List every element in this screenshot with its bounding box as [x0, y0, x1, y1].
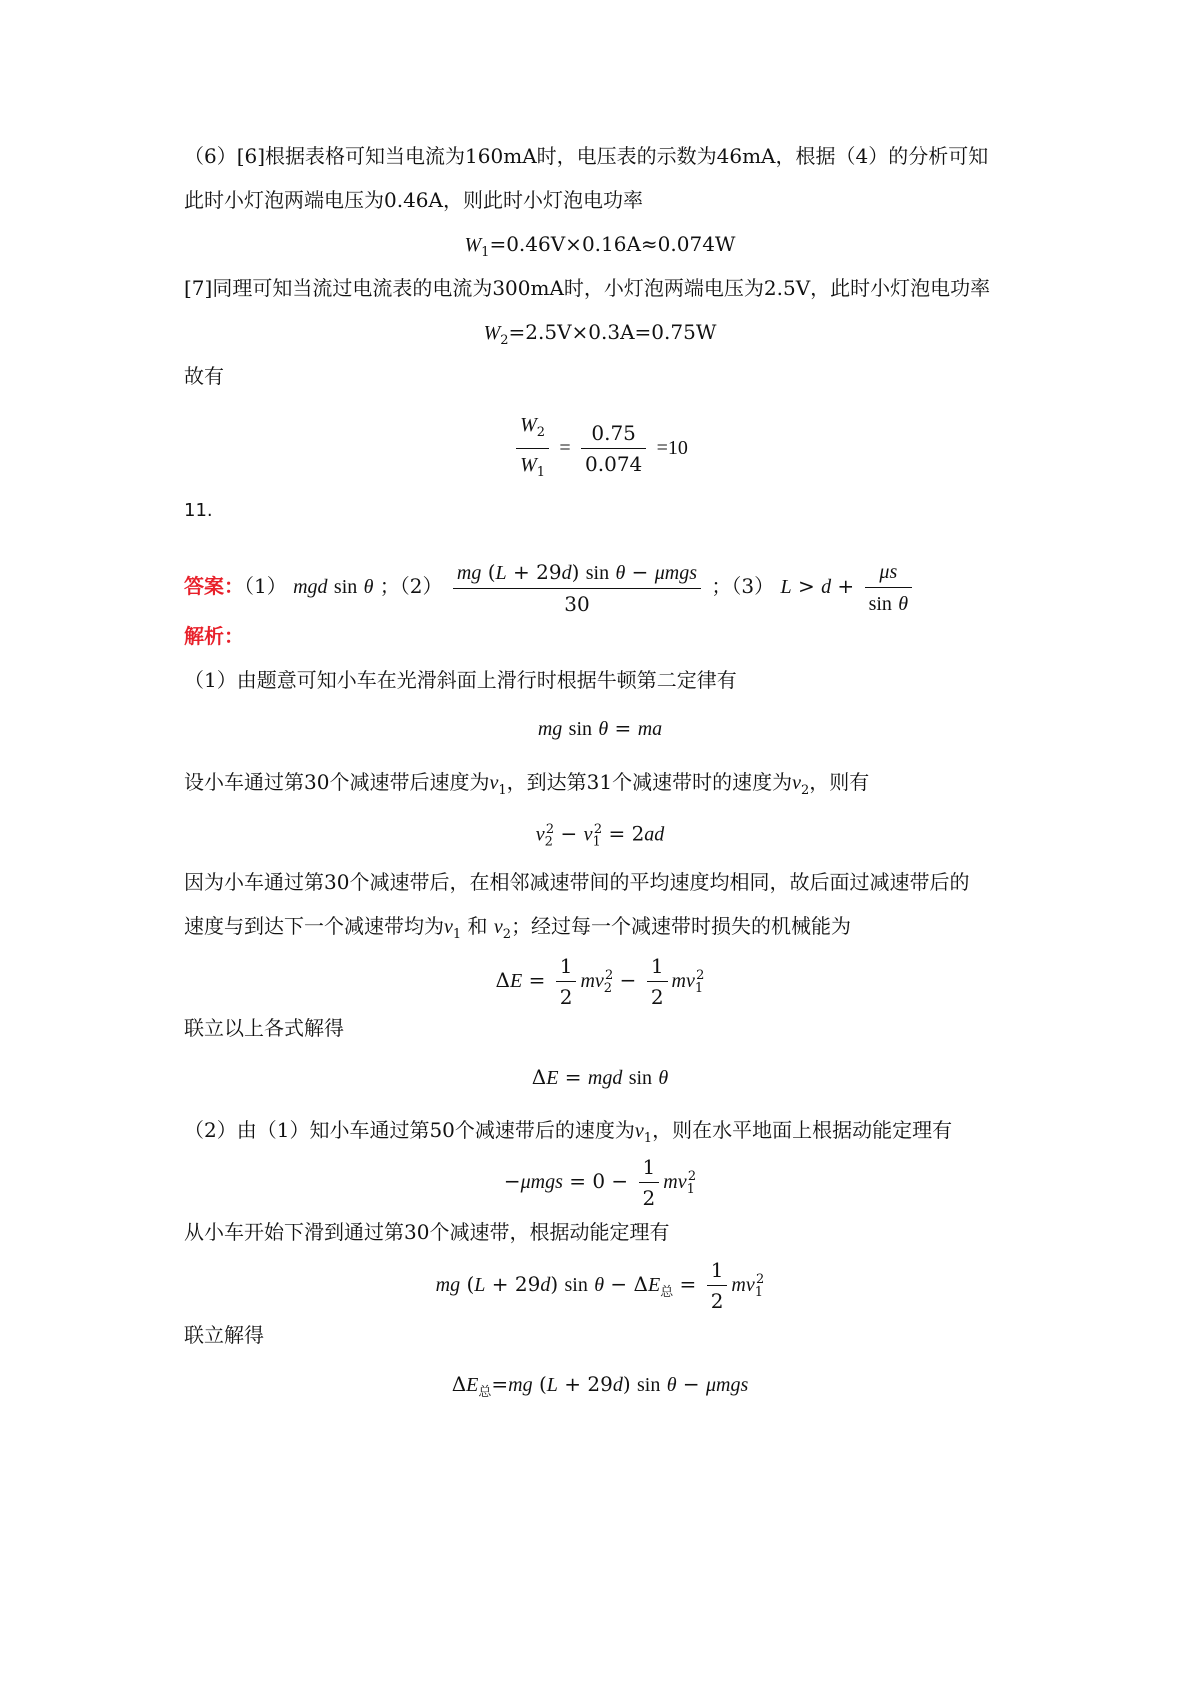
equation-total-loss: $\Delta E_总=mg$ (L + 29d) sin θ − μmgs [451, 1372, 749, 1400]
answer-part3-fraction: $\frac{\mu s}{\text{sin θ}}$ [865, 556, 913, 619]
paragraph-6-line1: （6）[6]根据表格可知当电流为160mA时，电压表的示数为46mA，根据（4）的分析可知 [184, 144, 989, 168]
paragraph-therefore: 故有 [184, 364, 224, 388]
analysis-final-solve: 联立解得 [184, 1323, 264, 1347]
equation-w1: $W_1=0.46V\times 0.16A\approx 0.074W$ [464, 232, 736, 260]
analysis-part2-intro: （2）由（1）知小车通过第50个减速带后的速度为$v_1$，则在水平地面上根据动能定理有 [184, 1118, 953, 1146]
answer-part2-label: ；（2） [379, 574, 443, 598]
answer-line: 答案：（1） mgd sin θ ；（2） $\frac{\text{mg (L + 29d) sin θ − μmgs}}{30}$ ；（3） L > d + $\frac{\mu s}{\text{sin θ}}$ [184, 556, 916, 619]
fraction-w2-w1: $\frac{W_2}{W_1}$ [516, 409, 549, 488]
analysis-label: 解析： [184, 624, 244, 648]
answer-part1-label: （1） [244, 574, 287, 598]
paragraph-6-line2: 此时小灯泡两端电压为0.46A，则此时小灯泡电功率 [184, 188, 643, 212]
analysis-paragraph-line2: 速度与到达下一个减速带均为$v_1$ 和 $v_2$；经过每一个减速带时损失的机械能为 [184, 914, 852, 942]
equation-w2-rhs: =2.5V×0.3A=0.75W [508, 320, 717, 344]
answer-label: 答案： [184, 574, 244, 598]
ratio-result: 10 [667, 437, 688, 459]
equation-energy-loss: ΔE = $\frac{1}{2}$ $mv_2^2$ − $\frac{1}{2}$ $mv_1^2$ [0, 951, 1200, 1012]
analysis-solve-line: 联立以上各式解得 [184, 1016, 344, 1040]
equation-w1-rhs: =0.46V×0.16A≈0.074W [489, 232, 736, 256]
equation-kinematics: $v_2^2 - v_1^2 = 2ad$ [535, 821, 665, 850]
equation-work-energy-ground: −μmgs = 0 − $\frac{1}{2}$ $mv_1^2$ [0, 1152, 1200, 1213]
analysis-slope-line: 从小车开始下滑到通过第30个减速带，根据动能定理有 [184, 1220, 670, 1244]
answer-part3-label: ；（3） [711, 574, 775, 598]
equation-w2: $W_2=2.5V\times 0.3A=0.75W$ [483, 320, 717, 348]
analysis-velocity-def: 设小车通过第30个减速带后速度为$v_1$，到达第31个减速带时的速度为$v_2$，则有 [184, 770, 870, 798]
answer-part2-fraction: $\frac{\text{mg (L + 29d) sin θ − μmgs}}{30}$ [453, 557, 701, 619]
question-number: 11. [184, 500, 213, 521]
analysis-paragraph-line1: 因为小车通过第30个减速带后，在相邻减速带间的平均速度均相同，故后面过减速带后的 [184, 870, 970, 894]
equation-ratio: $\frac{W_2}{W_1}$ = $\frac{0.75}{0.074}$ =10 [0, 409, 1200, 488]
paragraph-7: [7]同理可知当流过电流表的电流为300mA时，小灯泡两端电压为2.5V，此时小灯泡电功率 [184, 276, 991, 300]
analysis-part1-intro: （1）由题意可知小车在光滑斜面上滑行时根据牛顿第二定律有 [184, 668, 737, 692]
fraction-values: $\frac{0.75}{0.074}$ [581, 418, 646, 479]
equation-delta-e: ΔE = mgd sin θ [531, 1065, 669, 1089]
equation-work-energy-slope: mg (L + 29d) $\sin \theta - \Delta E_总$ = $\frac{1}{2}$ $mv_1^2$ [0, 1255, 1200, 1316]
equation-newton: mg sin θ = ma [537, 716, 663, 740]
